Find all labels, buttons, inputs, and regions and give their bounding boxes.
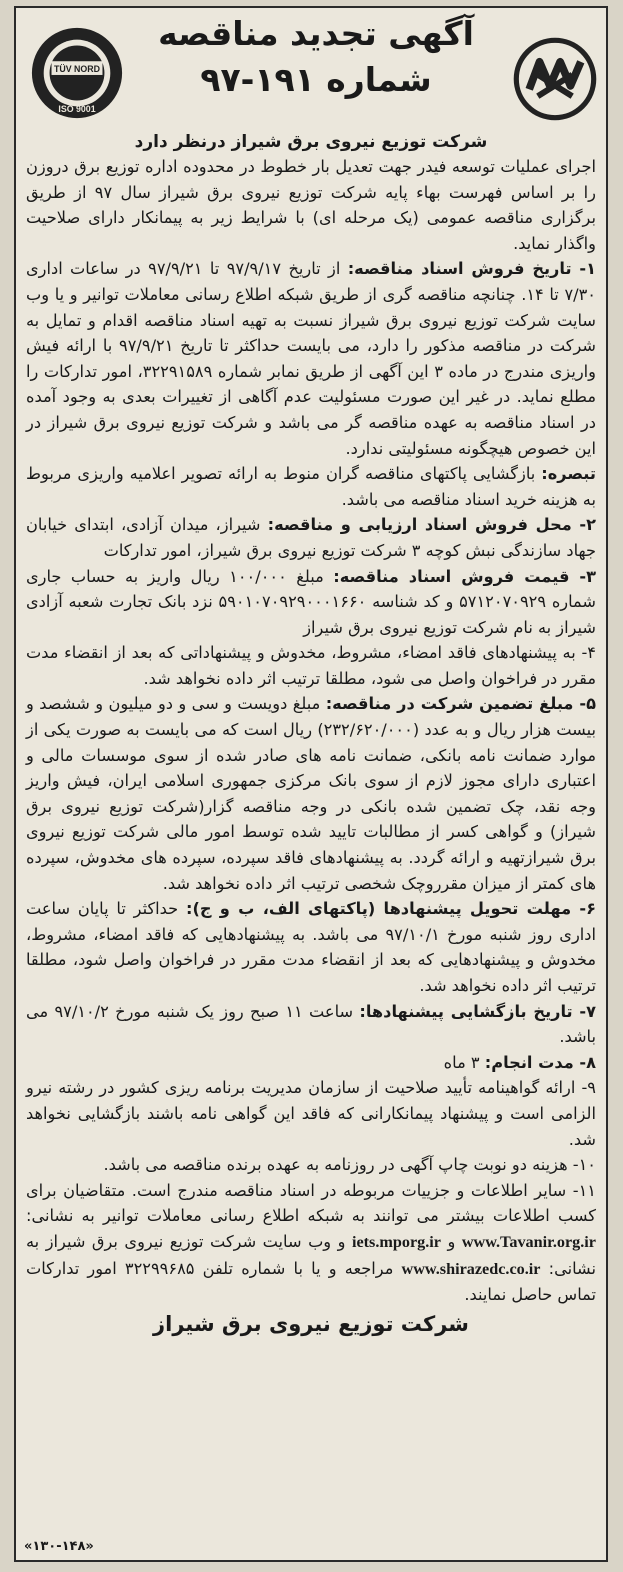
tender-item — [26, 691, 596, 896]
item-text: ساعت ۱۱ صبح روز یک شنبه مورخ ۹۷/۱۰/۲ می باشد. — [26, 1001, 596, 1047]
item-heading: ۲- محل فروش اسناد ارزیابی و مناقصه: — [267, 515, 596, 535]
item-text: و — [440, 1231, 462, 1251]
svg-text:TÜV NORD: TÜV NORD — [53, 64, 101, 75]
item-text: ۹- ارائه گواهینامه تأیید صلاحیت از سازمان مدیریت برنامه ریزی کشور در رشته نیرو الزامی است و پیشنهاد پیمانکارانی که فاقد این گواهی نامه باشند بازگشایی نخواهد شد. — [26, 1078, 596, 1149]
tender-item — [26, 896, 596, 998]
item-heading: ۵- مبلغ تضمین شرکت در مناقصه: — [325, 694, 596, 714]
item-text: ۴- به پیشنهادهای فاقد امضاء، مشروط، مخدوش و پیشنهاداتی که بعد از انقضاء مدت مقرر در فراخوان واصل می شود، مطلقا ترتیب اثر داده نخواهد شد. — [26, 643, 596, 688]
tender-item — [26, 461, 596, 512]
shirazedc-link[interactable]: www.shirazedc.co.ir — [401, 1259, 541, 1278]
item-heading: ۷- تاریخ بازگشایی پیشنهادها: — [359, 1001, 597, 1021]
item-text: حداکثر تا پایان ساعت اداری روز شنبه مورخ ۹۷/۱۰/۱ می باشد. به پیشنهادهایی که فاقد امضاء، مشروط، مخدوش و پیشنهادهایی که بعد از انقضاء مدت مقرر در فراخوان واصل شود، مطلقا ترتیب اثر داده نخواهد شد. — [26, 899, 596, 995]
item-text: مراجعه و یا با شماره تلفن ۳۲۲۹۹۶۸۵ امور تدارکات تماس حاصل نمایند. — [26, 1258, 596, 1305]
item-text: ۳ ماه — [443, 1052, 485, 1072]
tender-item — [26, 256, 596, 461]
item-heading: ۳- قیمت فروش اسناد مناقصه: — [333, 566, 596, 586]
intro-paragraph: اجرای عملیات توسعه فیدر جهت تعدیل بار خطوط در محدوده اداره توزیع برق دروزن را بر اساس فهرست بهاء پایه شرکت توزیع نیروی برق شیراز سال ۹۷ از طریق برگزاری مناقصه عمومی (یک مرحله ای) با شرایط زیر به پیمانکار دارای صلاحیت واگذار نماید. — [26, 157, 596, 253]
item-text: بازگشایی پاکتهای مناقصه گران منوط به ارائه تصویر اعلامیه واریزی مربوط به هزینه خرید اسناد مناقصه می باشد. — [26, 464, 596, 509]
notice-header — [16, 8, 606, 130]
tuv-nord-iso-logo — [28, 24, 126, 122]
item-heading: تبصره: — [541, 464, 596, 484]
item-text: مبلغ دویست و سی و دو میلیون و ششصد و بیست هزار ریال و به عدد (۲۳۲/۶۲۰/۰۰۰) ریال است که می بایست به صورت یکی از موارد ضمانت نامه بانکی، ضمانت نامه های صادر شده از سوی موسسات مالی و اعتباری دارای مجوز لازم از سوی بانک مرکزی جمهوری اسلامی ایران، فیش واریز وجه نقد، چک تضمین شده بانکی در وجه مناقصه گزار(شرکت توزیع نیروی برق شیراز) و گواهی کسر از مطالبات تایید شده توسط امور مالی شرکت توزیع نیروی برق شیرازتهیه و ارائه گردد. به پیشنهادهای فاقد سپرده، سپرده های مخدوش، سپرده های کمتر از میزان مقرروچک شخصی ترتیب اثر داده نخواهد شد. — [26, 694, 596, 893]
notice-subtitle: شرکت توزیع نیروی برق شیراز درنظر دارد — [134, 132, 488, 152]
item-text: ۱۰- هزینه دو نوبت چاپ آگهی در روزنامه به عهده برنده مناقصه می باشد. — [103, 1155, 596, 1175]
tavanir-link[interactable]: www.Tavanir.org.ir — [461, 1232, 596, 1251]
notice-code: «۱۳۰-۱۴۸» — [24, 1539, 94, 1554]
item-heading: ۸- مدت انجام: — [484, 1052, 596, 1072]
tender-item — [26, 564, 596, 641]
mporg-link[interactable]: iets.mporg.ir — [351, 1232, 441, 1251]
item-text: و وب سایت شرکت توزیع نیروی برق شیراز به نشانی: — [26, 1231, 596, 1278]
item-text: ۱۱- سایر اطلاعات و جزییات مربوطه در اسناد مناقصه مندرج است. متقاضیان برای کسب اطلاعات بیشتر می توانند به شبکه اطلاع رسانی معاملات توانیر به نشانی: — [26, 1180, 596, 1226]
tender-notice — [14, 6, 608, 1562]
svg-text:ISO 9001: ISO 9001 — [58, 104, 96, 115]
item-heading: ۶- مهلت تحویل پیشنهادها (پاکتهای الف، ب و ج): — [185, 899, 596, 919]
tender-item — [26, 1050, 596, 1076]
item-text: شیراز، میدان آزادی، ابتدای خیابان جهاد سازندگی نبش کوچه ۳ شرکت توزیع نیروی برق شیراز، امور تدارکات — [26, 515, 596, 560]
company-signature: شرکت توزیع نیروی برق شیراز — [153, 1311, 469, 1336]
tender-item-contacts — [26, 1178, 596, 1308]
item-text: مبلغ ۱۰۰/۰۰۰ ریال واریز به حساب جاری شماره ۵۷۱۲۰۷۰۹۲۹ و کد شناسه ۵۹۰۱۰۷۰۹۲۹۰۰۰۱۶۶۰ نزد بانک تجارت شعبه آزادی شیراز به نام شرکت توزیع نیروی برق شیراز — [26, 566, 596, 637]
tender-item — [26, 640, 596, 691]
notice-body — [16, 154, 606, 1337]
shiraz-electricity-logo — [512, 36, 598, 122]
notice-number: شماره ۱۹۱-۹۷ — [200, 60, 432, 99]
item-text: از تاریخ ۹۷/۹/۱۷ تا ۹۷/۹/۲۱ در ساعات اداری ۷/۳۰ تا ۱۴. چنانچه مناقصه گری از طریق شبکه اطلاع رسانی معاملات توانیر و یا وب سایت شرکت توزیع نیروی برق شیراز نسبت به تهیه اسناد مناقصه اقدام و تمایل به شرکت در مناقصه مذکور را دارد، می بایست حداکثر تا تاریخ ۹۷/۹/۲۱ با ارائه فیش واریزی مندرج در ماده ۳ این آگهی از طریق نمابر شماره ۳۲۲۹۱۵۸۹، امور تدارکات را مطلع نماید. در غیر این صورت مسئولیت عدم آگاهی از تغییرات بعدی به وجود آمده در اسناد مناقصه به عهده مناقصه گر می باشد و شرکت توزیع نیروی برق شیراز در این خصوص هیچگونه مسئولیتی ندارد. — [26, 259, 596, 458]
tender-item — [26, 999, 596, 1050]
tender-item — [26, 1152, 596, 1178]
tender-item — [26, 1075, 596, 1152]
notice-title: آگهی تجدید مناقصه — [158, 14, 474, 53]
tender-item — [26, 512, 596, 563]
item-heading: ۱- تاریخ فروش اسناد مناقصه: — [347, 259, 596, 279]
